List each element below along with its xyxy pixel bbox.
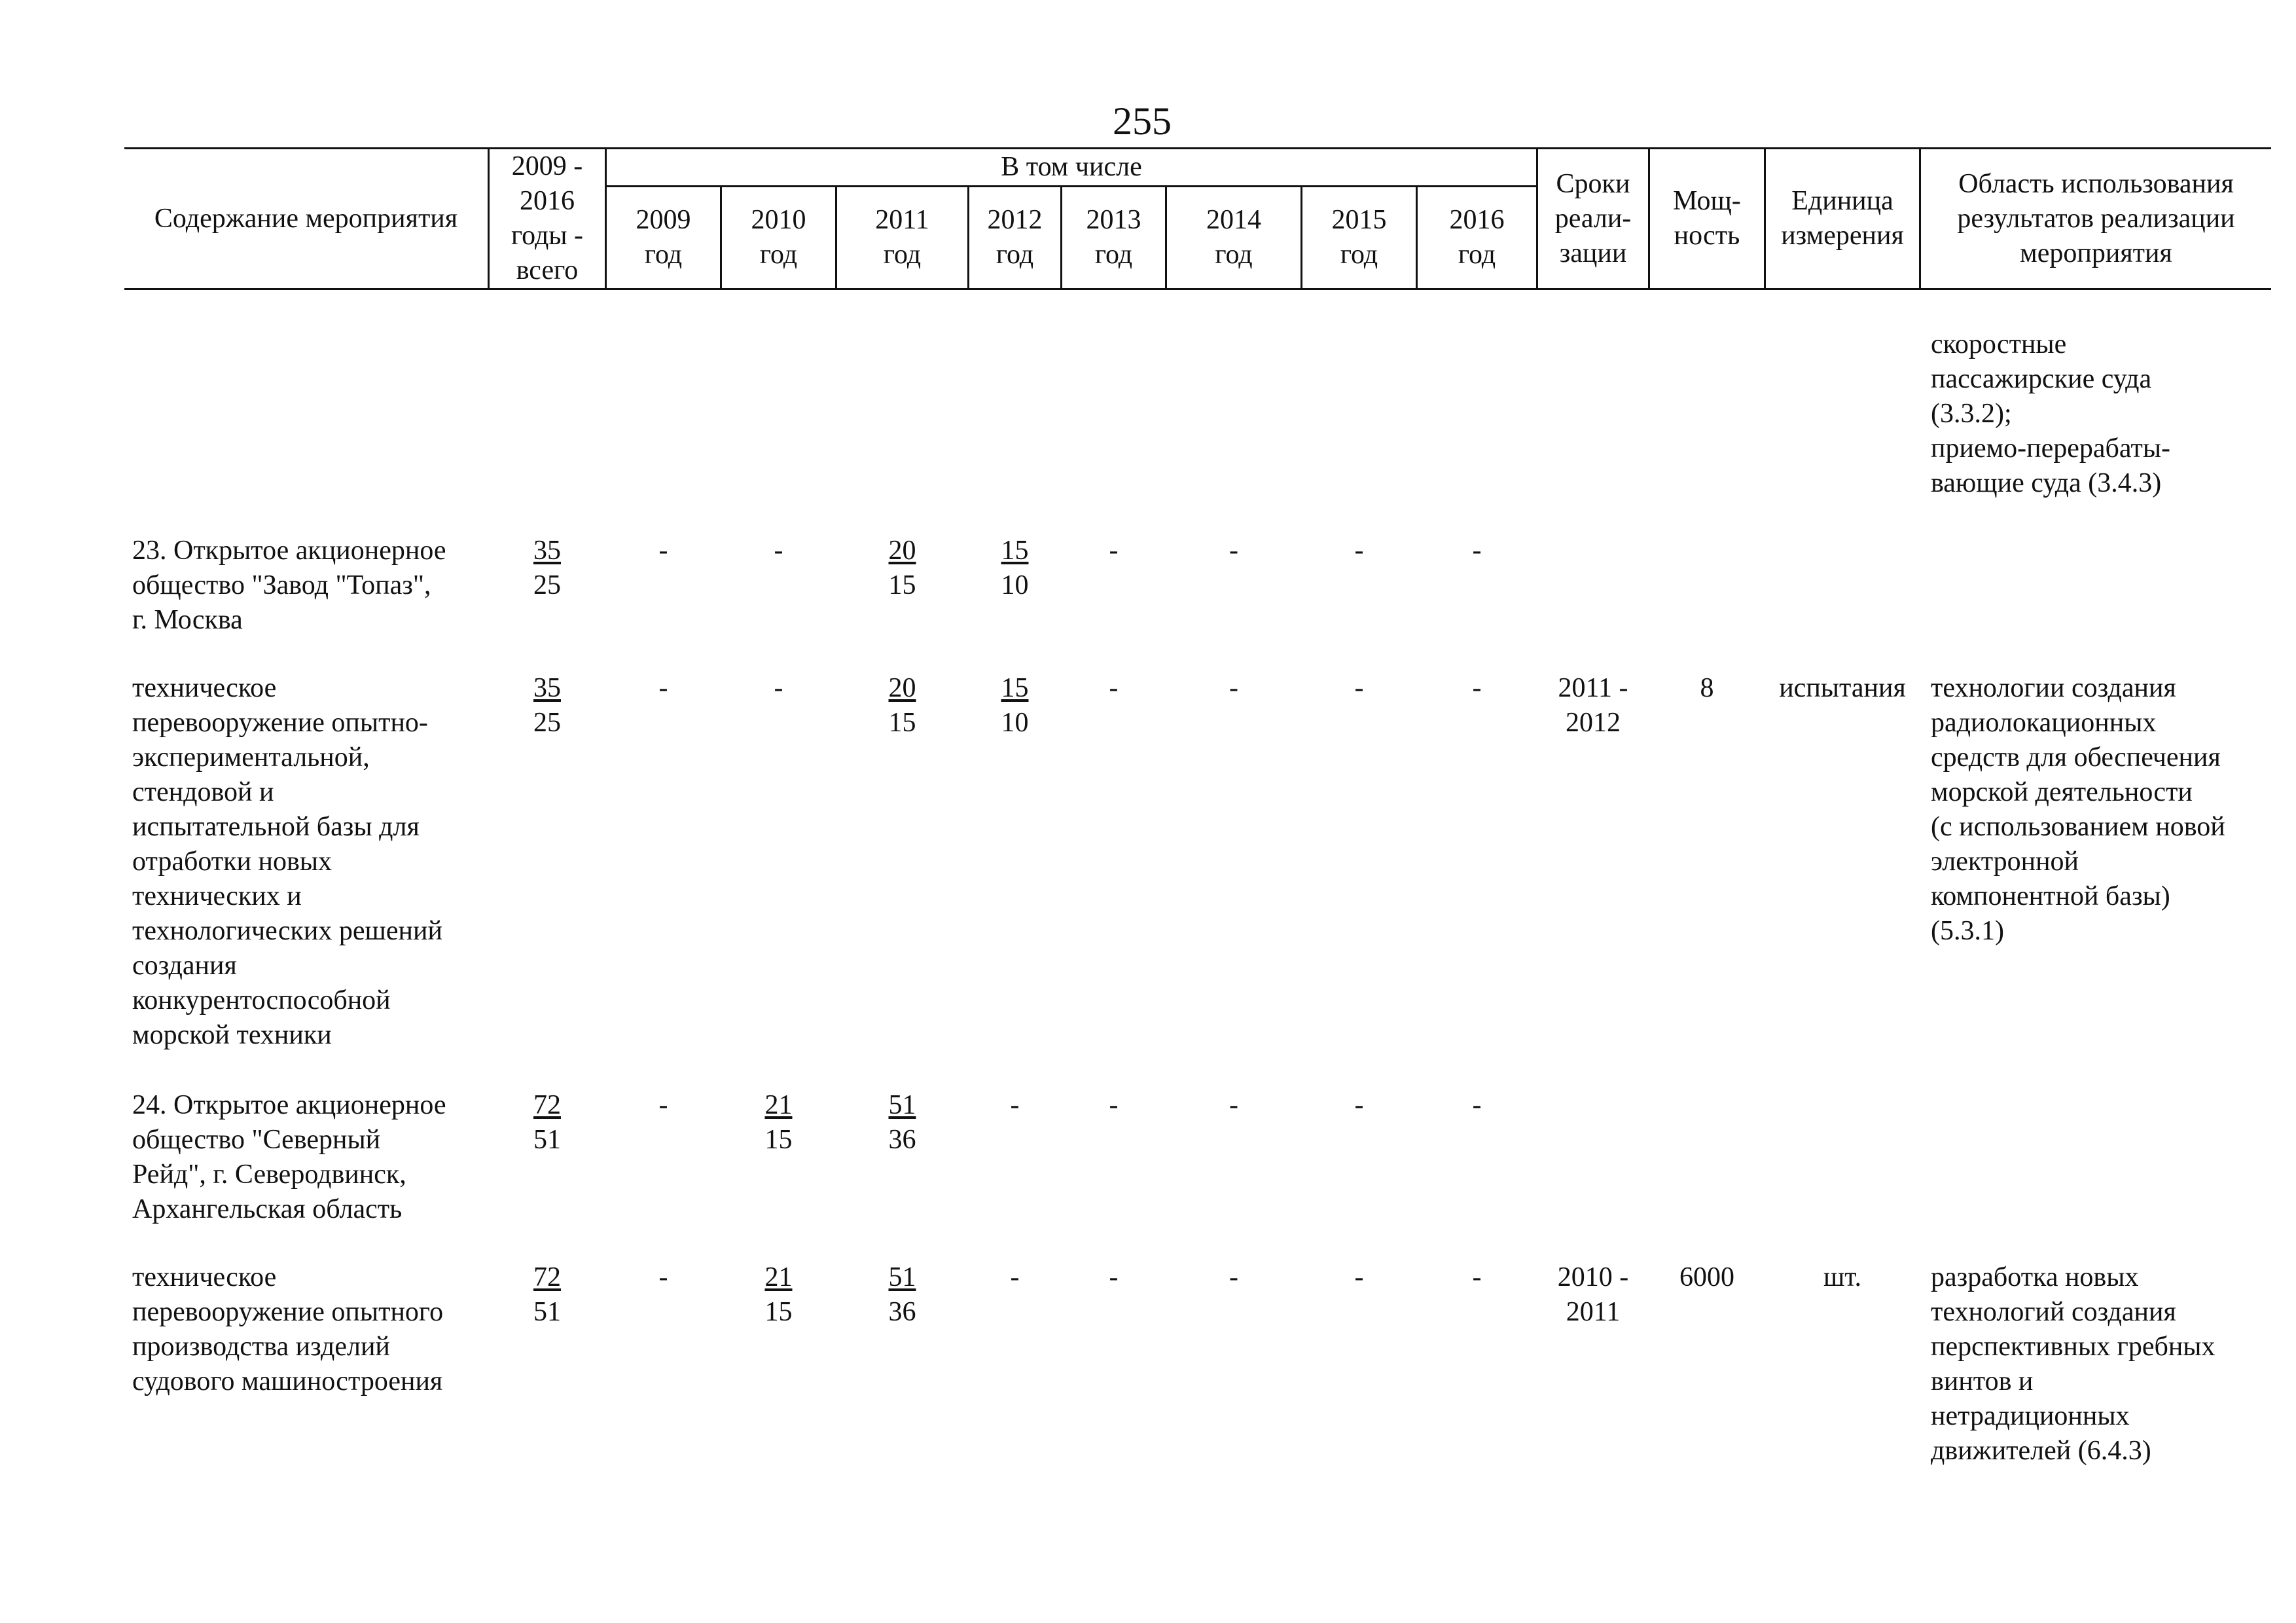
year-bottom: 15 — [888, 708, 916, 738]
row-capacity: 6000 — [1679, 1262, 1734, 1292]
year-value: - — [1472, 1090, 1482, 1120]
year-top: 20 — [888, 673, 916, 703]
year-top: 21 — [764, 1262, 793, 1292]
year-bottom: 10 — [1001, 708, 1029, 738]
year-top: 15 — [1001, 673, 1029, 703]
header-unit: Единица измерения — [1781, 186, 1904, 251]
row-total — [490, 671, 605, 740]
year-value: - — [1472, 673, 1482, 703]
header-including: В том числе — [1001, 152, 1142, 182]
year-value: - — [1229, 673, 1238, 703]
row-unit: шт. — [1823, 1262, 1862, 1292]
year-top: 21 — [764, 1090, 793, 1120]
year-value: - — [1354, 1090, 1364, 1120]
row-capacity: 8 — [1700, 673, 1714, 703]
header-total: 2009 - 2016 годы - всего — [511, 151, 584, 285]
year-value: - — [1229, 1090, 1238, 1120]
year-value — [837, 1088, 967, 1158]
total-bottom: 25 — [533, 708, 561, 738]
total-top: 35 — [533, 673, 561, 703]
header-year-2013: 2013 год — [1086, 205, 1141, 270]
header-area: Область использования результатов реализации мероприятия — [1957, 168, 2235, 268]
year-value: - — [658, 536, 668, 566]
year-value: - — [658, 673, 668, 703]
year-value: - — [1354, 536, 1364, 566]
year-value: - — [1109, 1090, 1119, 1120]
row-content: 23. Открытое акционерное общество "Завод "Топаз", г. Москва — [132, 536, 446, 635]
year-value: - — [774, 673, 783, 703]
row-total — [490, 1088, 605, 1158]
total-bottom: 51 — [533, 1125, 561, 1155]
year-bottom: 36 — [888, 1125, 916, 1155]
year-value: - — [774, 536, 783, 566]
row-content: 24. Открытое акционерное общество "Северный Рейд", г. Северодвинск, Архангельская область — [132, 1090, 446, 1224]
year-top: 51 — [888, 1090, 916, 1120]
year-value: - — [658, 1262, 668, 1292]
total-bottom: 25 — [533, 570, 561, 600]
year-value: - — [1354, 673, 1364, 703]
year-bottom: 36 — [888, 1297, 916, 1327]
year-top: 15 — [1001, 536, 1029, 566]
year-value — [969, 534, 1060, 603]
year-value — [837, 1260, 967, 1330]
total-top: 35 — [533, 536, 561, 566]
year-value: - — [1229, 1262, 1238, 1292]
header-year-2014: 2014 год — [1206, 205, 1261, 270]
year-value: - — [1010, 1090, 1020, 1120]
page-number: 255 — [1113, 100, 1172, 143]
year-value — [969, 671, 1060, 740]
header-year-2012: 2012 год — [987, 205, 1043, 270]
header-bottom-rule — [124, 288, 2271, 290]
header-year-2009: 2009 год — [636, 205, 691, 270]
year-value: - — [1472, 536, 1482, 566]
row-area: разработка новых технологий создания перспективных гребных винтов и нетрадиционных движителей (6.4.3) — [1931, 1262, 2215, 1466]
row-content: техническое перевооружение опытного производства изделий судового машиностроения — [132, 1262, 444, 1396]
year-value — [722, 1260, 835, 1330]
year-bottom: 15 — [764, 1125, 793, 1155]
continuation-area-text: скоростные пассажирские суда (3.3.2); приемо-перерабаты- вающие суда (3.4.3) — [1931, 329, 2171, 498]
year-value: - — [1109, 673, 1119, 703]
year-value: - — [1229, 536, 1238, 566]
year-value: - — [1354, 1262, 1364, 1292]
total-top: 72 — [533, 1090, 561, 1120]
year-value — [722, 1088, 835, 1158]
total-top: 72 — [533, 1262, 561, 1292]
year-value: - — [1472, 1262, 1482, 1292]
total-bottom: 51 — [533, 1297, 561, 1327]
header-year-2015: 2015 год — [1331, 205, 1387, 270]
year-value: - — [1109, 1262, 1119, 1292]
row-area: технологии создания радиолокационных средств для обеспечения морской деятельности (с использованием новой электронной компонентной базы) (5.3.1) — [1931, 673, 2225, 946]
year-value — [837, 534, 967, 603]
year-value — [837, 671, 967, 740]
year-bottom: 15 — [764, 1297, 793, 1327]
year-top: 51 — [888, 1262, 916, 1292]
header-year-2011: 2011 год — [875, 205, 929, 270]
year-value: - — [1109, 536, 1119, 566]
row-content: техническое перевооружение опытно- экспериментальной, стендовой и испытательной базы для отработки новых технических и технологических решений создания конкурентоспособной морской техники — [132, 673, 442, 1050]
header-capacity: Мощ- ность — [1673, 186, 1741, 251]
row-unit: испытания — [1779, 673, 1906, 703]
row-total — [490, 1260, 605, 1330]
header-year-2010: 2010 год — [751, 205, 806, 270]
row-terms: 2010 - 2011 — [1557, 1262, 1629, 1327]
year-value: - — [1010, 1262, 1020, 1292]
year-top: 20 — [888, 536, 916, 566]
year-value: - — [658, 1090, 668, 1120]
row-terms: 2011 - 2012 — [1558, 673, 1628, 738]
header-content: Содержание мероприятия — [154, 203, 458, 234]
year-bottom: 10 — [1001, 570, 1029, 600]
row-total — [490, 534, 605, 603]
year-bottom: 15 — [888, 570, 916, 600]
header-year-2016: 2016 год — [1449, 205, 1505, 270]
header-terms: Сроки реали- зации — [1554, 168, 1632, 268]
